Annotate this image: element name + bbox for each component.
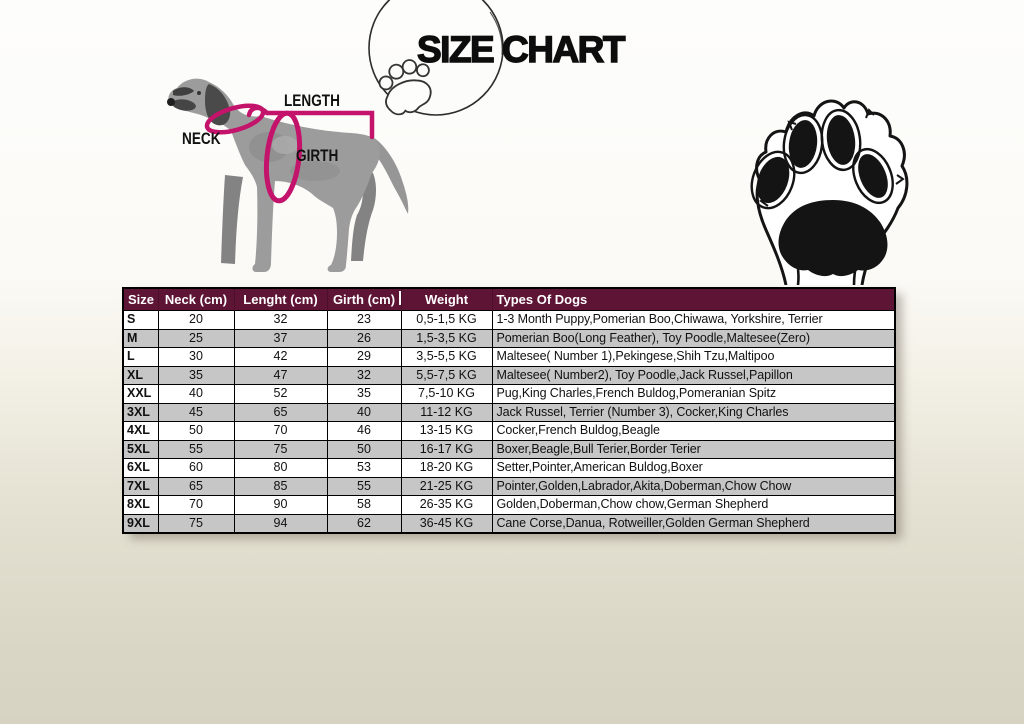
size-cell: 7XL — [123, 477, 158, 496]
girth-cell: 32 — [327, 366, 401, 385]
length-cell: 85 — [234, 477, 327, 496]
column-header: Types Of Dogs — [492, 288, 895, 311]
weight-cell: 36-45 KG — [401, 514, 492, 533]
size-cell: 6XL — [123, 459, 158, 478]
neck-label: NECK — [182, 129, 221, 148]
column-header: Neck (cm) — [158, 288, 234, 311]
size-cell: 4XL — [123, 422, 158, 441]
girth-cell: 55 — [327, 477, 401, 496]
size-cell: S — [123, 311, 158, 330]
length-cell: 80 — [234, 459, 327, 478]
length-label: LENGTH — [284, 91, 340, 110]
length-cell: 42 — [234, 348, 327, 367]
header-row — [123, 288, 895, 311]
table-row — [123, 477, 895, 496]
size-table-body — [123, 311, 895, 534]
weight-cell: 16-17 KG — [401, 440, 492, 459]
dog-types-cell: Setter,Pointer,American Buldog,Boxer — [492, 459, 895, 478]
neck-cell: 70 — [158, 496, 234, 515]
paw-print-icon — [746, 88, 916, 285]
column-header: Lenght (cm) — [234, 288, 327, 311]
girth-cell: 50 — [327, 440, 401, 459]
neck-cell: 30 — [158, 348, 234, 367]
dog-types-cell: 1-3 Month Puppy,Pomerian Boo,Chiwawa, Yorkshire, Terrier — [492, 311, 895, 330]
girth-cell: 23 — [327, 311, 401, 330]
dog-types-cell: Boxer,Beagle,Bull Terier,Border Terier — [492, 440, 895, 459]
size-cell: 5XL — [123, 440, 158, 459]
weight-cell: 3,5-5,5 KG — [401, 348, 492, 367]
length-cell: 37 — [234, 329, 327, 348]
girth-cell: 62 — [327, 514, 401, 533]
girth-cell: 58 — [327, 496, 401, 515]
length-cell: 65 — [234, 403, 327, 422]
neck-cell: 50 — [158, 422, 234, 441]
length-cell: 52 — [234, 385, 327, 404]
girth-label: GIRTH — [296, 146, 339, 165]
weight-cell: 0,5-1,5 KG — [401, 311, 492, 330]
girth-cell: 40 — [327, 403, 401, 422]
size-cell: 3XL — [123, 403, 158, 422]
dog-types-cell: Pomerian Boo(Long Feather), Toy Poodle,Maltesee(Zero) — [492, 329, 895, 348]
size-cell: XXL — [123, 385, 158, 404]
girth-cell: 53 — [327, 459, 401, 478]
table-row — [123, 496, 895, 515]
girth-cell: 29 — [327, 348, 401, 367]
dog-types-cell: Pointer,Golden,Labrador,Akita,Doberman,Chow Chow — [492, 477, 895, 496]
neck-cell: 20 — [158, 311, 234, 330]
weight-cell: 21-25 KG — [401, 477, 492, 496]
size-cell: XL — [123, 366, 158, 385]
dog-types-cell: Maltesee( Number 1),Pekingese,Shih Tzu,Maltipoo — [492, 348, 895, 367]
neck-cell: 75 — [158, 514, 234, 533]
neck-cell: 65 — [158, 477, 234, 496]
column-header: Girth (cm) — [327, 288, 401, 311]
weight-cell: 5,5-7,5 KG — [401, 366, 492, 385]
girth-cell: 35 — [327, 385, 401, 404]
dog-types-cell: Jack Russel, Terrier (Number 3), Cocker,King Charles — [492, 403, 895, 422]
neck-cell: 40 — [158, 385, 234, 404]
column-header: Size — [123, 288, 158, 311]
column-header: Weight — [401, 288, 492, 311]
dog-types-cell: Pug,King Charles,French Buldog,Pomeranian Spitz — [492, 385, 895, 404]
size-cell: 9XL — [123, 514, 158, 533]
table-row — [123, 422, 895, 441]
table-row — [123, 311, 895, 330]
dog-types-cell: Cane Corse,Danua, Rotweiller,Golden German Shepherd — [492, 514, 895, 533]
size-cell: M — [123, 329, 158, 348]
length-cell: 70 — [234, 422, 327, 441]
table-row — [123, 459, 895, 478]
page-title: SIZE CHART — [417, 29, 624, 70]
table-row — [123, 440, 895, 459]
dog-types-cell: Golden,Doberman,Chow chow,German Shepherd — [492, 496, 895, 515]
length-cell: 32 — [234, 311, 327, 330]
girth-cell: 46 — [327, 422, 401, 441]
table-row — [123, 366, 895, 385]
dog-types-cell: Cocker,French Buldog,Beagle — [492, 422, 895, 441]
weight-cell: 1,5-3,5 KG — [401, 329, 492, 348]
weight-cell: 26-35 KG — [401, 496, 492, 515]
length-cell: 75 — [234, 440, 327, 459]
weight-cell: 11-12 KG — [401, 403, 492, 422]
length-cell: 94 — [234, 514, 327, 533]
size-table — [122, 287, 896, 534]
size-cell: L — [123, 348, 158, 367]
neck-cell: 35 — [158, 366, 234, 385]
length-cell: 47 — [234, 366, 327, 385]
table-row — [123, 348, 895, 367]
neck-cell: 60 — [158, 459, 234, 478]
weight-cell: 13-15 KG — [401, 422, 492, 441]
neck-cell: 25 — [158, 329, 234, 348]
weight-cell: 18-20 KG — [401, 459, 492, 478]
dog-types-cell: Maltesee( Number2), Toy Poodle,Jack Russel,Papillon — [492, 366, 895, 385]
neck-cell: 55 — [158, 440, 234, 459]
table-row — [123, 385, 895, 404]
neck-cell: 45 — [158, 403, 234, 422]
table-row — [123, 514, 895, 533]
weight-cell: 7,5-10 KG — [401, 385, 492, 404]
girth-cell: 26 — [327, 329, 401, 348]
text-cursor-artifact — [399, 291, 401, 305]
table-row — [123, 403, 895, 422]
size-cell: 8XL — [123, 496, 158, 515]
table-row — [123, 329, 895, 348]
length-cell: 90 — [234, 496, 327, 515]
size-table-header — [123, 288, 895, 311]
